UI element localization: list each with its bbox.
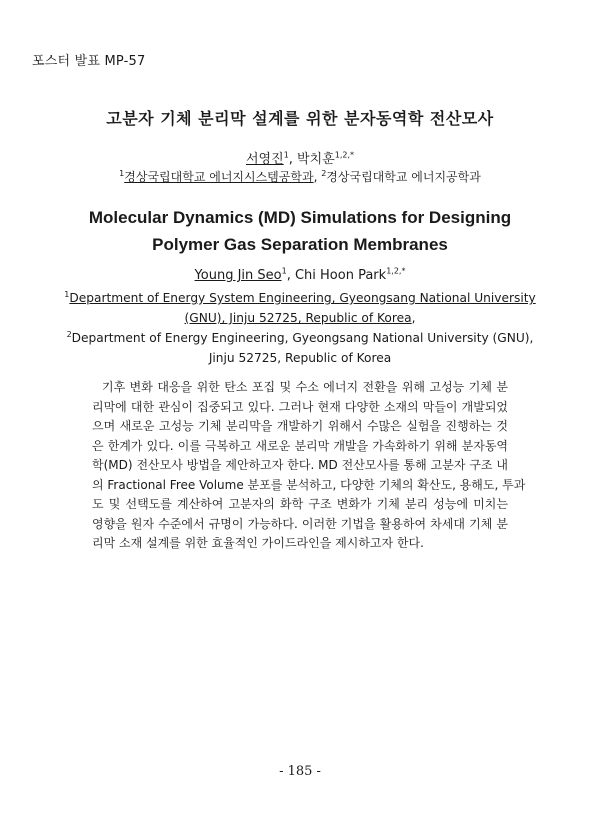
abstract-line: 의 Fractional Free Volume 분포를 분석하고, 다양한 기체의 확산도, 용해도, 투과	[92, 477, 526, 492]
korean-affil-sep: ,	[313, 170, 322, 184]
abstract-line: 리막 소재 설계를 위한 효율적인 가이드라인을 제시하고자 한다.	[92, 536, 424, 550]
abstract-line: 으며 새로운 고성능 기체 분리막을 개발하기 위해서 수많은 실험을 진행하는 것	[92, 419, 508, 433]
abstract	[92, 378, 526, 554]
english-affil-1-line-1	[0, 288, 600, 308]
korean-affil-1-sup: 1	[119, 169, 125, 178]
english-author-2-sup: 1,2,*	[386, 266, 406, 276]
korean-author-2-sup: 1,2,*	[334, 150, 354, 160]
english-author-2: , Chi Hoon Park	[286, 268, 387, 283]
korean-author-1: 서영진	[246, 152, 284, 167]
english-affil-1-line-2	[0, 308, 600, 328]
english-affil-1-text-2: (GNU), Jinju 52725, Republic of Korea	[184, 311, 412, 325]
english-affil-2-sup: 2	[66, 329, 72, 339]
english-affil-1-sup: 1	[64, 289, 70, 299]
korean-title: 고분자 기체 분리막 설계를 위한 분자동역학 전산모사	[106, 109, 494, 128]
english-author-1: Young Jin Seo	[194, 268, 282, 283]
abstract-line: 리막에 대한 관심이 집중되고 있다. 그러나 현재 다양한 소재의 막들이 개발되었	[92, 399, 508, 414]
korean-authors	[0, 148, 600, 167]
abstract-line: 은 한계가 있다. 이를 극복하고 새로운 분리막 개발을 가속화하기 위해 분자동역	[92, 438, 508, 453]
poster-label: 포스터 발표 MP-57	[32, 54, 146, 69]
abstract-line: 기후 변화 대응을 위한 탄소 포집 및 수소 에너지 전환을 위해 고성능 기체 분	[102, 380, 508, 394]
abstract-line: 도 및 선택도를 계산하여 고분자의 화학 구조 변화가 기체 분리 성능에 미치는	[92, 497, 508, 511]
english-affil-2-line-1	[0, 328, 600, 348]
english-title-line-2: Polymer Gas Separation Membranes	[152, 235, 448, 254]
page-number: - 185 -	[279, 764, 321, 779]
english-affiliations	[0, 288, 600, 368]
english-title-line-1: Molecular Dynamics (MD) Simulations for Designing	[88, 208, 512, 227]
english-affil-1-text-1: Department of Energy System Engineering, Gyeongsang National University	[69, 291, 536, 305]
korean-author-1-sup: 1	[283, 150, 289, 160]
korean-affil-2: 경상국립대학교 에너지공학과	[326, 170, 481, 184]
abstract-line: 영향을 원자 수준에서 규명이 가능하다. 이러한 기법을 활용하여 차세대 기체 분	[92, 516, 508, 531]
english-affil-1-end: ,	[411, 311, 416, 325]
korean-affiliations	[0, 168, 600, 185]
abstract-line: 학(MD) 전산모사 방법을 제안하고자 한다. MD 전산모사를 통해 고분자 구조 내	[92, 458, 508, 472]
korean-affil-2-sup: 2	[321, 169, 327, 178]
english-author-1-sup: 1	[281, 266, 287, 276]
english-title	[0, 204, 600, 258]
english-authors	[0, 268, 600, 283]
english-affil-2-text-1: Department of Energy Engineering, Gyeongsang National University (GNU),	[71, 331, 534, 345]
english-affil-2-line-2: Jinju 52725, Republic of Korea	[208, 351, 392, 365]
korean-affil-1: 경상국립대학교 에너지시스템공학과	[124, 170, 314, 184]
korean-author-2: 박치훈	[297, 152, 335, 167]
korean-author-sep: ,	[288, 152, 298, 167]
